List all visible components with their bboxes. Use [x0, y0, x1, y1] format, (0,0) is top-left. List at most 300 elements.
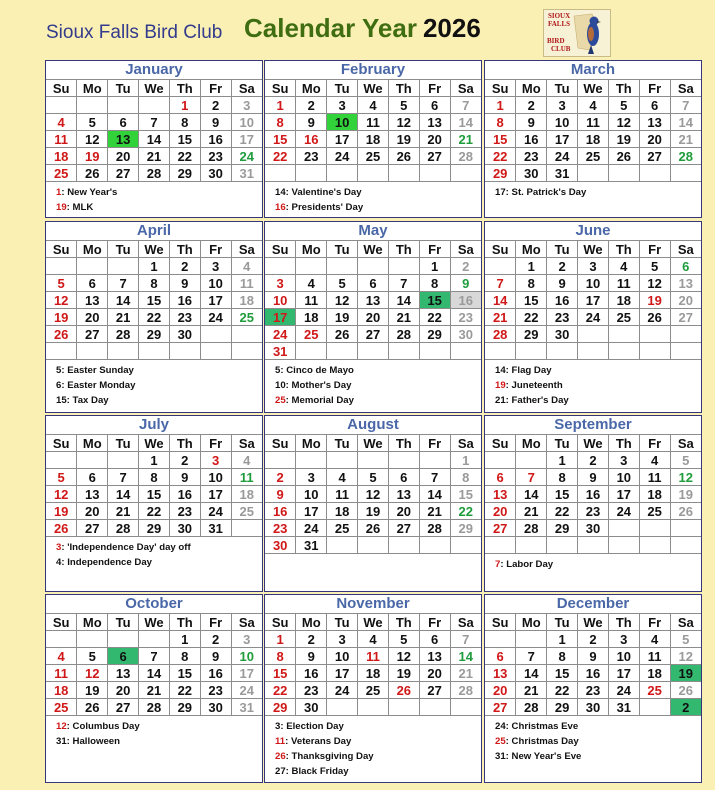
day-cell: 30 — [169, 520, 200, 537]
title-year: 2026 — [422, 13, 481, 43]
holiday-list — [485, 360, 701, 409]
weekday-header: Sa — [231, 80, 262, 97]
week-row — [46, 520, 262, 537]
weekday-header: Th — [608, 80, 639, 97]
day-cell: 14 — [388, 292, 419, 309]
day-cell: 27 — [419, 148, 450, 165]
day-cell: 14 — [419, 486, 450, 503]
weekday-header: Tu — [547, 614, 578, 631]
holiday-name: Christmas Day — [511, 736, 579, 747]
week-row — [46, 309, 262, 326]
holiday-separator: : — [285, 766, 292, 777]
month-panel-february — [264, 60, 482, 218]
week-row — [46, 275, 262, 292]
day-cell: 22 — [265, 148, 296, 165]
day-cell: 4 — [358, 97, 389, 114]
empty-day-cell — [46, 97, 77, 114]
empty-day-cell — [419, 699, 450, 716]
empty-day-cell — [108, 97, 139, 114]
weekday-header: Mo — [77, 241, 108, 258]
day-cell: 17 — [200, 292, 231, 309]
week-row — [485, 165, 701, 182]
title-label: Calendar Year — [244, 13, 417, 43]
day-cell: 27 — [419, 682, 450, 699]
day-cell: 21 — [388, 309, 419, 326]
holiday-name: Columbus Day — [72, 721, 140, 732]
day-cell: 31 — [231, 165, 262, 182]
weekday-header: Sa — [231, 614, 262, 631]
weekday-header: Th — [169, 614, 200, 631]
day-cell: 20 — [388, 503, 419, 520]
empty-day-cell — [419, 343, 450, 360]
empty-day-cell — [77, 452, 108, 469]
month-title: May — [358, 222, 388, 239]
day-cell: 1 — [516, 258, 547, 275]
empty-day-cell — [77, 258, 108, 275]
holiday-separator: : — [505, 736, 512, 747]
day-cell: 21 — [516, 503, 547, 520]
week-row — [265, 114, 481, 131]
holiday-date: 17 — [495, 187, 506, 198]
empty-day-cell — [388, 452, 419, 469]
holiday-name: Valentine's Day — [291, 187, 362, 198]
day-cell: 5 — [77, 648, 108, 665]
day-cell: 6 — [485, 469, 516, 486]
day-cell: 20 — [108, 682, 139, 699]
holiday-list — [485, 554, 701, 573]
day-cell: 4 — [608, 258, 639, 275]
holiday-separator: : — [66, 202, 73, 213]
empty-day-cell — [77, 343, 108, 360]
weekday-header: Sa — [450, 614, 481, 631]
day-cell: 4 — [296, 275, 327, 292]
month-panel-march — [484, 60, 702, 218]
holiday-separator: : — [285, 380, 292, 391]
week-row — [265, 648, 481, 665]
empty-day-cell — [77, 97, 108, 114]
day-cell: 1 — [450, 452, 481, 469]
weekday-header: Tu — [327, 80, 358, 97]
day-cell: 13 — [358, 292, 389, 309]
week-row — [265, 292, 481, 309]
weekday-header-row — [46, 435, 262, 452]
day-cell: 15 — [419, 292, 450, 309]
empty-day-cell — [639, 165, 670, 182]
day-cell: 19 — [670, 486, 701, 503]
weekday-header: We — [578, 435, 609, 452]
empty-day-cell — [670, 165, 701, 182]
day-cell: 1 — [547, 452, 578, 469]
day-cell: 23 — [169, 309, 200, 326]
empty-day-cell — [639, 520, 670, 537]
day-cell: 25 — [639, 682, 670, 699]
day-cell: 15 — [169, 131, 200, 148]
empty-day-cell — [547, 343, 578, 360]
weekday-header: Th — [169, 241, 200, 258]
day-cell: 16 — [169, 292, 200, 309]
holiday-name: New Year's Eve — [511, 751, 582, 762]
day-cell: 19 — [46, 309, 77, 326]
day-cell: 30 — [578, 699, 609, 716]
week-row — [485, 665, 701, 682]
day-cell: 10 — [578, 275, 609, 292]
day-cell: 29 — [169, 165, 200, 182]
day-cell: 8 — [139, 275, 170, 292]
day-cell: 29 — [516, 326, 547, 343]
week-row — [46, 682, 262, 699]
empty-day-cell — [516, 631, 547, 648]
weekday-header: Su — [485, 614, 516, 631]
day-cell: 27 — [358, 326, 389, 343]
day-cell: 26 — [639, 309, 670, 326]
day-cell: 12 — [388, 648, 419, 665]
day-cell: 15 — [547, 665, 578, 682]
day-cell: 26 — [77, 165, 108, 182]
day-cell: 15 — [139, 292, 170, 309]
day-cell: 18 — [231, 486, 262, 503]
logo-text-2: FALLS — [548, 20, 571, 28]
week-row — [485, 97, 701, 114]
empty-day-cell — [108, 631, 139, 648]
day-cell: 7 — [108, 275, 139, 292]
empty-day-cell — [358, 537, 389, 554]
holiday-item — [56, 363, 262, 378]
day-cell: 9 — [578, 469, 609, 486]
weekday-header: We — [578, 614, 609, 631]
day-cell: 31 — [265, 343, 296, 360]
day-cell: 14 — [139, 665, 170, 682]
day-cell: 4 — [231, 258, 262, 275]
holiday-item — [495, 363, 701, 378]
day-cell: 5 — [358, 469, 389, 486]
day-cell: 1 — [547, 631, 578, 648]
day-cell: 25 — [639, 503, 670, 520]
empty-day-cell — [516, 343, 547, 360]
day-cell: 26 — [388, 682, 419, 699]
holiday-separator: : — [61, 365, 68, 376]
empty-day-cell — [139, 97, 170, 114]
month-table — [265, 434, 481, 554]
day-cell: 24 — [327, 148, 358, 165]
day-cell: 4 — [639, 452, 670, 469]
day-cell: 28 — [388, 326, 419, 343]
holiday-separator: : — [280, 365, 287, 376]
month-title: October — [125, 595, 183, 612]
day-cell: 10 — [231, 114, 262, 131]
day-cell: 28 — [485, 326, 516, 343]
holiday-list — [46, 537, 262, 571]
day-cell: 21 — [516, 682, 547, 699]
weekday-header: Su — [265, 80, 296, 97]
empty-day-cell — [327, 343, 358, 360]
holiday-separator: : — [505, 751, 512, 762]
day-cell: 4 — [358, 631, 389, 648]
day-cell: 30 — [200, 165, 231, 182]
day-cell: 24 — [200, 309, 231, 326]
holiday-name: Presidents' Day — [291, 202, 364, 213]
page-title — [244, 13, 481, 44]
month-panel-october — [45, 594, 263, 783]
day-cell: 22 — [169, 682, 200, 699]
empty-day-cell — [670, 520, 701, 537]
holiday-date: 19 — [495, 380, 506, 391]
empty-day-cell — [578, 165, 609, 182]
weekday-header: We — [139, 241, 170, 258]
empty-day-cell — [358, 343, 389, 360]
holiday-item — [56, 540, 262, 555]
day-cell: 20 — [419, 665, 450, 682]
holiday-date: 31 — [56, 736, 67, 747]
empty-day-cell — [327, 537, 358, 554]
month-title: June — [575, 222, 611, 239]
day-cell: 14 — [450, 114, 481, 131]
holiday-separator: : — [285, 202, 292, 213]
day-cell: 2 — [169, 258, 200, 275]
empty-day-cell — [231, 343, 262, 360]
day-cell: 8 — [265, 648, 296, 665]
day-cell: 13 — [419, 114, 450, 131]
day-cell: 23 — [450, 309, 481, 326]
day-cell: 19 — [46, 503, 77, 520]
day-cell: 14 — [108, 486, 139, 503]
day-cell: 26 — [46, 520, 77, 537]
month-table — [46, 613, 262, 716]
day-cell: 11 — [231, 469, 262, 486]
day-cell: 3 — [608, 631, 639, 648]
weekday-header: Sa — [231, 435, 262, 452]
month-table — [265, 79, 481, 182]
week-row — [265, 165, 481, 182]
holiday-separator: : — [66, 721, 73, 732]
day-cell: 11 — [358, 114, 389, 131]
holiday-list — [46, 716, 262, 750]
day-cell: 13 — [485, 486, 516, 503]
day-cell: 7 — [670, 97, 701, 114]
day-cell: 4 — [46, 648, 77, 665]
weekday-header: Mo — [77, 614, 108, 631]
empty-day-cell — [578, 343, 609, 360]
week-row — [485, 258, 701, 275]
day-cell: 10 — [608, 469, 639, 486]
weekday-header: Mo — [516, 241, 547, 258]
day-cell: 28 — [139, 165, 170, 182]
holiday-list — [265, 716, 481, 780]
day-cell: 6 — [108, 114, 139, 131]
week-row — [485, 131, 701, 148]
weekday-header: We — [578, 241, 609, 258]
holiday-item — [56, 200, 262, 215]
empty-day-cell — [388, 165, 419, 182]
day-cell: 16 — [296, 131, 327, 148]
empty-day-cell — [419, 452, 450, 469]
weekday-header: Fr — [639, 80, 670, 97]
day-cell: 25 — [358, 148, 389, 165]
day-cell: 7 — [450, 631, 481, 648]
weekday-header: Tu — [547, 241, 578, 258]
day-cell: 3 — [200, 258, 231, 275]
day-cell: 21 — [139, 148, 170, 165]
week-row — [485, 148, 701, 165]
day-cell: 18 — [231, 292, 262, 309]
holiday-item — [495, 749, 701, 764]
day-cell: 28 — [450, 682, 481, 699]
day-cell: 23 — [578, 682, 609, 699]
holiday-date: 26 — [275, 751, 286, 762]
weekday-header: Tu — [547, 435, 578, 452]
day-cell: 9 — [265, 486, 296, 503]
week-row — [485, 469, 701, 486]
weekday-header: Su — [46, 614, 77, 631]
day-cell: 21 — [485, 309, 516, 326]
day-cell: 16 — [578, 665, 609, 682]
day-cell: 22 — [547, 503, 578, 520]
day-cell: 2 — [296, 97, 327, 114]
empty-day-cell — [485, 258, 516, 275]
day-cell: 24 — [608, 503, 639, 520]
holiday-date: 4 — [56, 557, 62, 568]
day-cell: 30 — [169, 326, 200, 343]
holiday-name: Mother's Day — [291, 380, 352, 391]
holiday-date: 25 — [495, 736, 506, 747]
week-row — [485, 648, 701, 665]
day-cell: 5 — [608, 97, 639, 114]
day-cell: 22 — [265, 682, 296, 699]
day-cell: 23 — [516, 148, 547, 165]
week-row — [46, 631, 262, 648]
day-cell: 3 — [327, 631, 358, 648]
weekday-header: Su — [265, 241, 296, 258]
weekday-header: Sa — [670, 435, 701, 452]
holiday-name: Cinco de Mayo — [286, 365, 354, 376]
day-cell: 25 — [46, 699, 77, 716]
holiday-name: Juneteenth — [511, 380, 563, 391]
empty-day-cell — [46, 631, 77, 648]
day-cell: 19 — [608, 131, 639, 148]
day-cell: 5 — [639, 258, 670, 275]
day-cell: 21 — [108, 309, 139, 326]
day-cell: 20 — [670, 292, 701, 309]
day-cell: 22 — [419, 309, 450, 326]
day-cell: 1 — [485, 97, 516, 114]
weekday-header: Tu — [108, 614, 139, 631]
day-cell: 15 — [516, 292, 547, 309]
holiday-separator: : — [66, 395, 73, 406]
empty-day-cell — [578, 326, 609, 343]
day-cell: 19 — [388, 131, 419, 148]
holiday-item — [275, 378, 481, 393]
weekday-header-row — [485, 614, 701, 631]
holiday-separator: : — [285, 395, 292, 406]
week-row — [46, 469, 262, 486]
day-cell: 6 — [639, 97, 670, 114]
day-cell: 28 — [516, 699, 547, 716]
day-cell: 17 — [231, 665, 262, 682]
day-cell: 12 — [608, 114, 639, 131]
empty-day-cell — [419, 165, 450, 182]
day-cell: 19 — [327, 309, 358, 326]
weekday-header: We — [139, 80, 170, 97]
weekday-header: Sa — [450, 241, 481, 258]
day-cell: 31 — [608, 699, 639, 716]
weekday-header: We — [358, 241, 389, 258]
day-cell: 6 — [77, 275, 108, 292]
day-cell: 13 — [108, 665, 139, 682]
empty-day-cell — [296, 343, 327, 360]
holiday-item — [275, 749, 481, 764]
empty-day-cell — [108, 452, 139, 469]
weekday-header-row — [265, 614, 481, 631]
weekday-header: Th — [388, 614, 419, 631]
day-cell: 23 — [578, 503, 609, 520]
day-cell: 13 — [77, 292, 108, 309]
day-cell: 4 — [46, 114, 77, 131]
day-cell: 25 — [358, 682, 389, 699]
weekday-header: Fr — [200, 614, 231, 631]
week-row — [265, 682, 481, 699]
empty-day-cell — [358, 452, 389, 469]
weekday-header: We — [358, 614, 389, 631]
day-cell: 20 — [639, 131, 670, 148]
day-cell: 28 — [450, 148, 481, 165]
day-cell: 31 — [547, 165, 578, 182]
week-row — [46, 258, 262, 275]
weekday-header-row — [265, 241, 481, 258]
month-title: December — [556, 595, 630, 612]
weekday-header: Tu — [327, 241, 358, 258]
week-row — [265, 665, 481, 682]
day-cell: 9 — [516, 114, 547, 131]
day-cell: 19 — [639, 292, 670, 309]
day-cell: 9 — [296, 648, 327, 665]
day-cell: 21 — [670, 131, 701, 148]
weekday-header: Su — [485, 80, 516, 97]
day-cell: 8 — [485, 114, 516, 131]
week-row — [46, 114, 262, 131]
day-cell: 12 — [327, 292, 358, 309]
empty-day-cell — [296, 452, 327, 469]
weekday-header-row — [46, 614, 262, 631]
holiday-separator: : — [505, 187, 512, 198]
month-panel-december — [484, 594, 702, 783]
holiday-item — [56, 185, 262, 200]
week-row — [265, 537, 481, 554]
holiday-date: 15 — [56, 395, 67, 406]
holiday-date: 11 — [275, 736, 286, 747]
day-cell: 20 — [77, 309, 108, 326]
holiday-date: 12 — [56, 721, 67, 732]
day-cell: 27 — [485, 699, 516, 716]
day-cell: 18 — [639, 486, 670, 503]
holiday-item — [495, 557, 701, 572]
day-cell: 12 — [388, 114, 419, 131]
day-cell: 23 — [200, 148, 231, 165]
day-cell: 2 — [578, 631, 609, 648]
weekday-header: Fr — [419, 80, 450, 97]
day-cell: 15 — [265, 131, 296, 148]
day-cell: 7 — [139, 114, 170, 131]
weekday-header: Sa — [450, 435, 481, 452]
weekday-header: Sa — [670, 80, 701, 97]
empty-day-cell — [388, 537, 419, 554]
holiday-name: Memorial Day — [291, 395, 354, 406]
weekday-header-row — [265, 435, 481, 452]
week-row — [485, 343, 701, 360]
month-table — [485, 240, 701, 360]
weekday-header: Mo — [296, 435, 327, 452]
day-cell: 7 — [485, 275, 516, 292]
weekday-header-row — [46, 80, 262, 97]
weekday-header: Su — [46, 435, 77, 452]
